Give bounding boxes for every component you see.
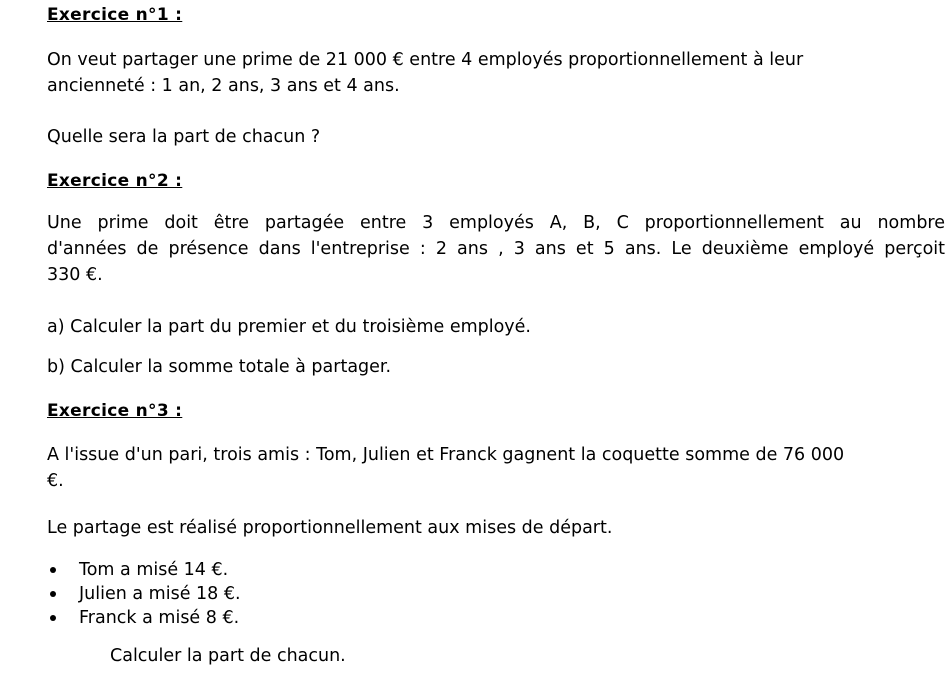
bullet-icon bbox=[50, 615, 56, 621]
list-item bbox=[47, 558, 241, 582]
bullet-icon bbox=[50, 567, 56, 573]
exercise2-statement-line3: 330 €. bbox=[47, 265, 103, 285]
exercise2-statement bbox=[47, 210, 945, 288]
bet-text: Tom a misé 14 €. bbox=[79, 560, 229, 580]
exercise2-statement-line1: Une prime doit être partagée entre 3 employés A, B, C proportionnellement au nombre bbox=[47, 213, 945, 233]
bet-text: Julien a misé 18 €. bbox=[79, 584, 241, 604]
exercise1-question: Quelle sera la part de chacun ? bbox=[47, 127, 321, 147]
exercise3-statement-line2: €. bbox=[47, 471, 64, 491]
bets-list bbox=[47, 558, 241, 630]
list-item bbox=[47, 606, 241, 630]
exercise3-question: Calculer la part de chacun. bbox=[110, 646, 346, 666]
exercise1-statement-line2: ancienneté : 1 an, 2 ans, 3 ans et 4 ans. bbox=[47, 76, 400, 96]
exercise3-sharing: Le partage est réalisé proportionnellement aux mises de départ. bbox=[47, 518, 613, 538]
exercise1-statement-line1: On veut partager une prime de 21 000 € entre 4 employés proportionnellement à leur bbox=[47, 50, 804, 70]
list-item bbox=[47, 582, 241, 606]
exercise2-statement-line2: d'années de présence dans l'entreprise : 2 ans , 3 ans et 5 ans. Le deuxième employé perçoit bbox=[47, 239, 945, 259]
exercise2-question-a: a) Calculer la part du premier et du troisième employé. bbox=[47, 317, 531, 337]
exercise1-statement bbox=[47, 47, 945, 99]
bet-text: Franck a misé 8 €. bbox=[79, 608, 240, 628]
exercise3-statement bbox=[47, 442, 945, 494]
exercise2-question-b: b) Calculer la somme totale à partager. bbox=[47, 357, 392, 377]
exercise3-statement-line1: A l'issue d'un pari, trois amis : Tom, Julien et Franck gagnent la coquette somme de 76 000 bbox=[47, 445, 845, 465]
bullet-icon bbox=[50, 591, 56, 597]
exercise2-heading: Exercice n°2 : bbox=[47, 171, 183, 191]
exercise3-heading: Exercice n°3 : bbox=[47, 401, 183, 421]
exercise1-heading: Exercice n°1 : bbox=[47, 5, 183, 25]
